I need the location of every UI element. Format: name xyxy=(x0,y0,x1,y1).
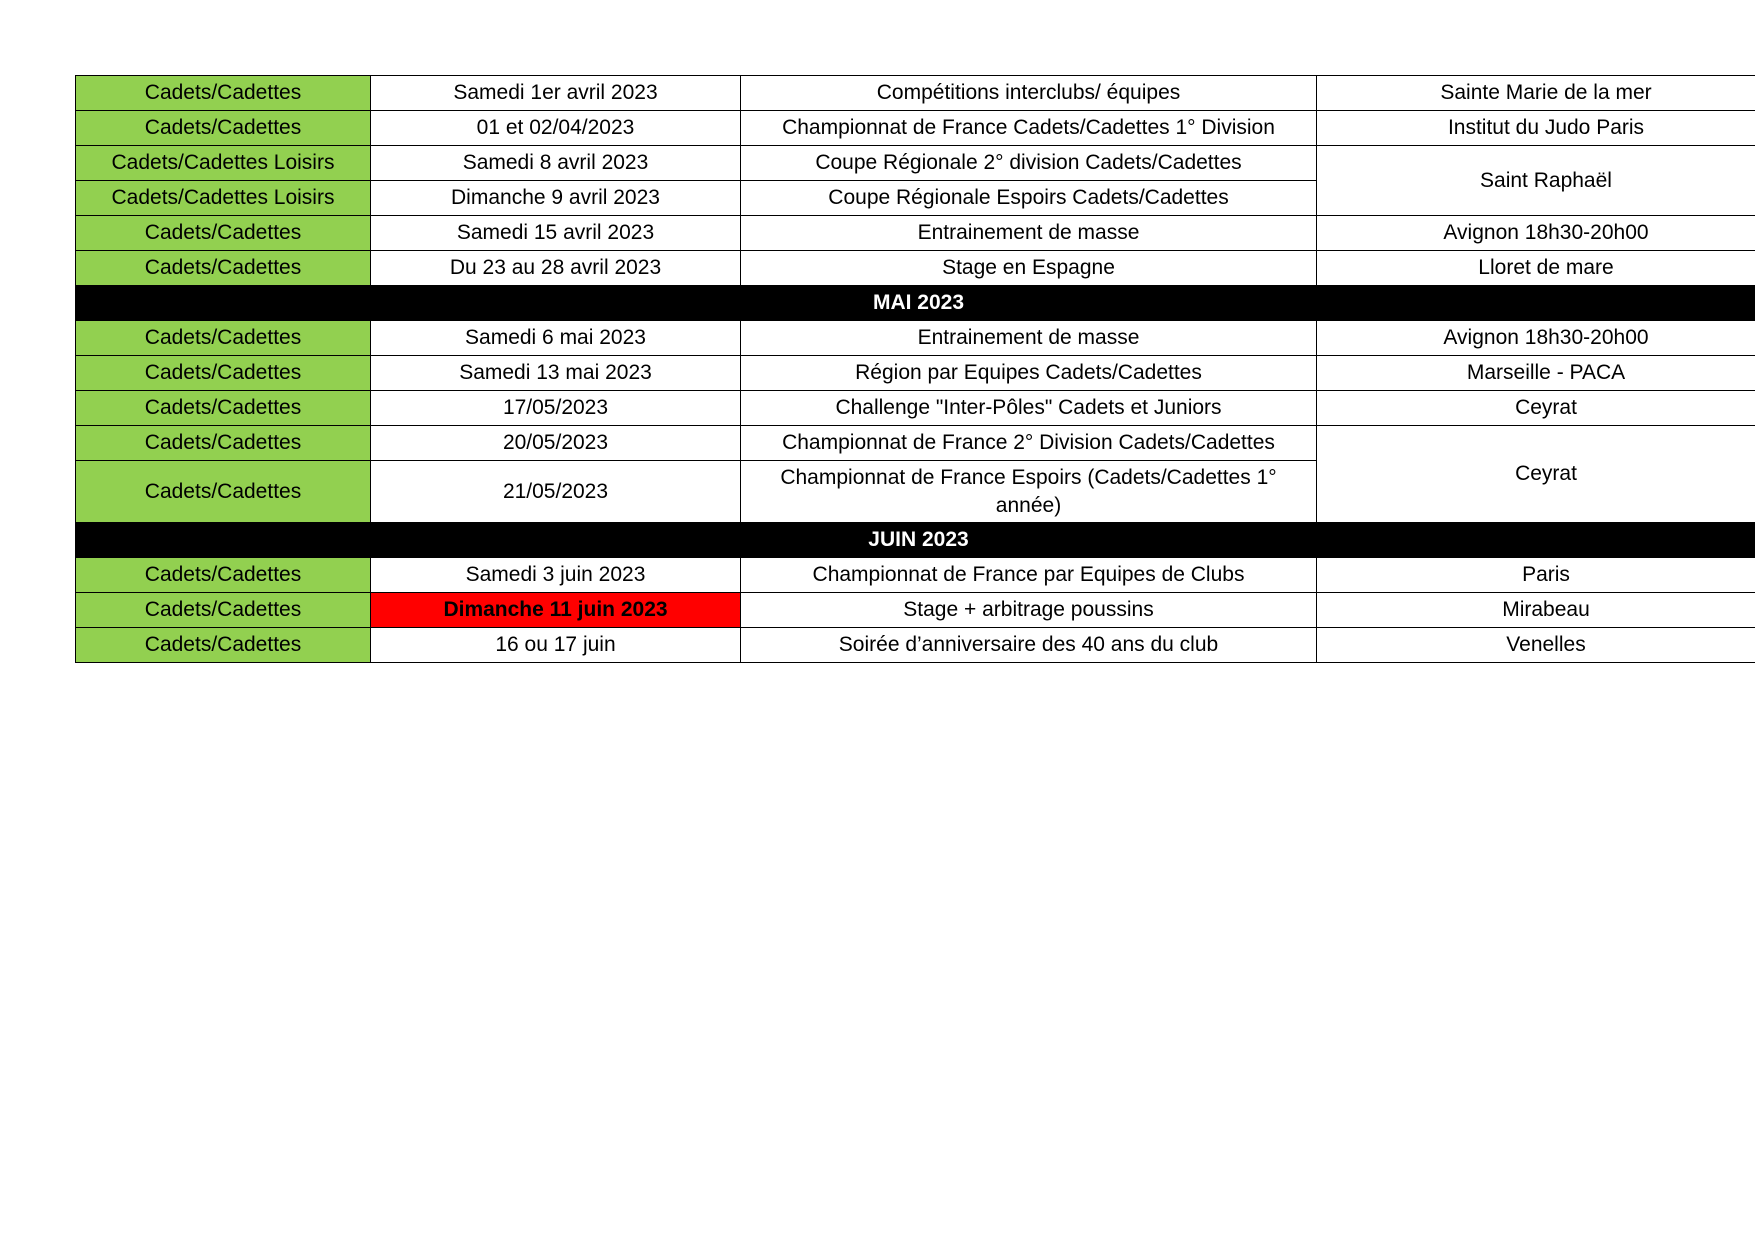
event-cell: Stage + arbitrage poussins xyxy=(741,593,1317,628)
table-row xyxy=(76,111,1755,146)
date-cell: 17/05/2023 xyxy=(371,391,741,426)
table-row xyxy=(76,216,1755,251)
category-cell: Cadets/Cadettes xyxy=(76,628,371,663)
event-cell: Stage en Espagne xyxy=(741,251,1317,286)
date-cell: 16 ou 17 juin xyxy=(371,628,741,663)
category-cell: Cadets/Cadettes xyxy=(76,251,371,286)
date-cell: Dimanche 9 avril 2023 xyxy=(371,181,741,216)
event-cell: Région par Equipes Cadets/Cadettes xyxy=(741,356,1317,391)
table-row xyxy=(76,628,1755,663)
category-cell: Cadets/Cadettes xyxy=(76,391,371,426)
date-cell: 01 et 02/04/2023 xyxy=(371,111,741,146)
schedule-table-container xyxy=(75,75,1755,663)
schedule-table xyxy=(75,75,1755,663)
date-cell: Samedi 8 avril 2023 xyxy=(371,146,741,181)
event-cell: Coupe Régionale Espoirs Cadets/Cadettes xyxy=(741,181,1317,216)
category-cell: Cadets/Cadettes Loisirs xyxy=(76,146,371,181)
location-cell: Sainte Marie de la mer xyxy=(1317,76,1755,111)
location-cell: Institut du Judo Paris xyxy=(1317,111,1755,146)
date-cell: 20/05/2023 xyxy=(371,426,741,461)
table-row xyxy=(76,356,1755,391)
category-cell: Cadets/Cadettes xyxy=(76,593,371,628)
table-row xyxy=(76,321,1755,356)
category-cell: Cadets/Cadettes xyxy=(76,558,371,593)
location-cell: Ceyrat xyxy=(1317,426,1755,523)
event-cell: Challenge "Inter-Pôles" Cadets et Juniors xyxy=(741,391,1317,426)
location-cell: Avignon 18h30-20h00 xyxy=(1317,321,1755,356)
location-cell: Lloret de mare xyxy=(1317,251,1755,286)
location-cell: Venelles xyxy=(1317,628,1755,663)
table-row xyxy=(76,593,1755,628)
category-cell: Cadets/Cadettes xyxy=(76,111,371,146)
event-cell: Championnat de France par Equipes de Clubs xyxy=(741,558,1317,593)
location-cell: Saint Raphaël xyxy=(1317,146,1755,216)
table-row xyxy=(76,558,1755,593)
location-cell: Ceyrat xyxy=(1317,391,1755,426)
table-row xyxy=(76,146,1755,181)
month-header-row xyxy=(76,523,1755,558)
event-cell: Entrainement de masse xyxy=(741,216,1317,251)
month-label: MAI 2023 xyxy=(872,291,965,314)
category-cell: Cadets/Cadettes xyxy=(76,461,371,523)
category-cell: Cadets/Cadettes xyxy=(76,216,371,251)
location-cell: Marseille - PACA xyxy=(1317,356,1755,391)
location-cell: Paris xyxy=(1317,558,1755,593)
category-cell: Cadets/Cadettes xyxy=(76,321,371,356)
table-row xyxy=(76,76,1755,111)
location-cell: Avignon 18h30-20h00 xyxy=(1317,216,1755,251)
event-cell: Championnat de France 2° Division Cadets/Cadettes xyxy=(741,426,1317,461)
date-cell: 21/05/2023 xyxy=(371,461,741,523)
month-label: JUIN 2023 xyxy=(868,528,969,551)
table-row xyxy=(76,426,1755,461)
event-cell: Championnat de France Espoirs (Cadets/Cadettes 1° année) xyxy=(741,461,1317,523)
date-cell: Samedi 3 juin 2023 xyxy=(371,558,741,593)
event-cell: Compétitions interclubs/ équipes xyxy=(741,76,1317,111)
event-cell: Soirée d’anniversaire des 40 ans du club xyxy=(741,628,1317,663)
category-cell: Cadets/Cadettes xyxy=(76,426,371,461)
event-cell: Championnat de France Cadets/Cadettes 1° Division xyxy=(741,111,1317,146)
event-cell: Coupe Régionale 2° division Cadets/Cadettes xyxy=(741,146,1317,181)
date-cell: Du 23 au 28 avril 2023 xyxy=(371,251,741,286)
location-cell: Mirabeau xyxy=(1317,593,1755,628)
category-cell: Cadets/Cadettes xyxy=(76,76,371,111)
category-cell: Cadets/Cadettes xyxy=(76,356,371,391)
month-header-mai xyxy=(76,286,1755,321)
table-row xyxy=(76,391,1755,426)
month-header-juin xyxy=(76,523,1755,558)
table-row xyxy=(76,251,1755,286)
date-cell-highlighted: Dimanche 11 juin 2023 xyxy=(371,593,741,628)
event-cell: Entrainement de masse xyxy=(741,321,1317,356)
month-header-row xyxy=(76,286,1755,321)
date-cell: Samedi 6 mai 2023 xyxy=(371,321,741,356)
date-cell: Samedi 15 avril 2023 xyxy=(371,216,741,251)
date-cell: Samedi 1er avril 2023 xyxy=(371,76,741,111)
category-cell: Cadets/Cadettes Loisirs xyxy=(76,181,371,216)
date-cell: Samedi 13 mai 2023 xyxy=(371,356,741,391)
